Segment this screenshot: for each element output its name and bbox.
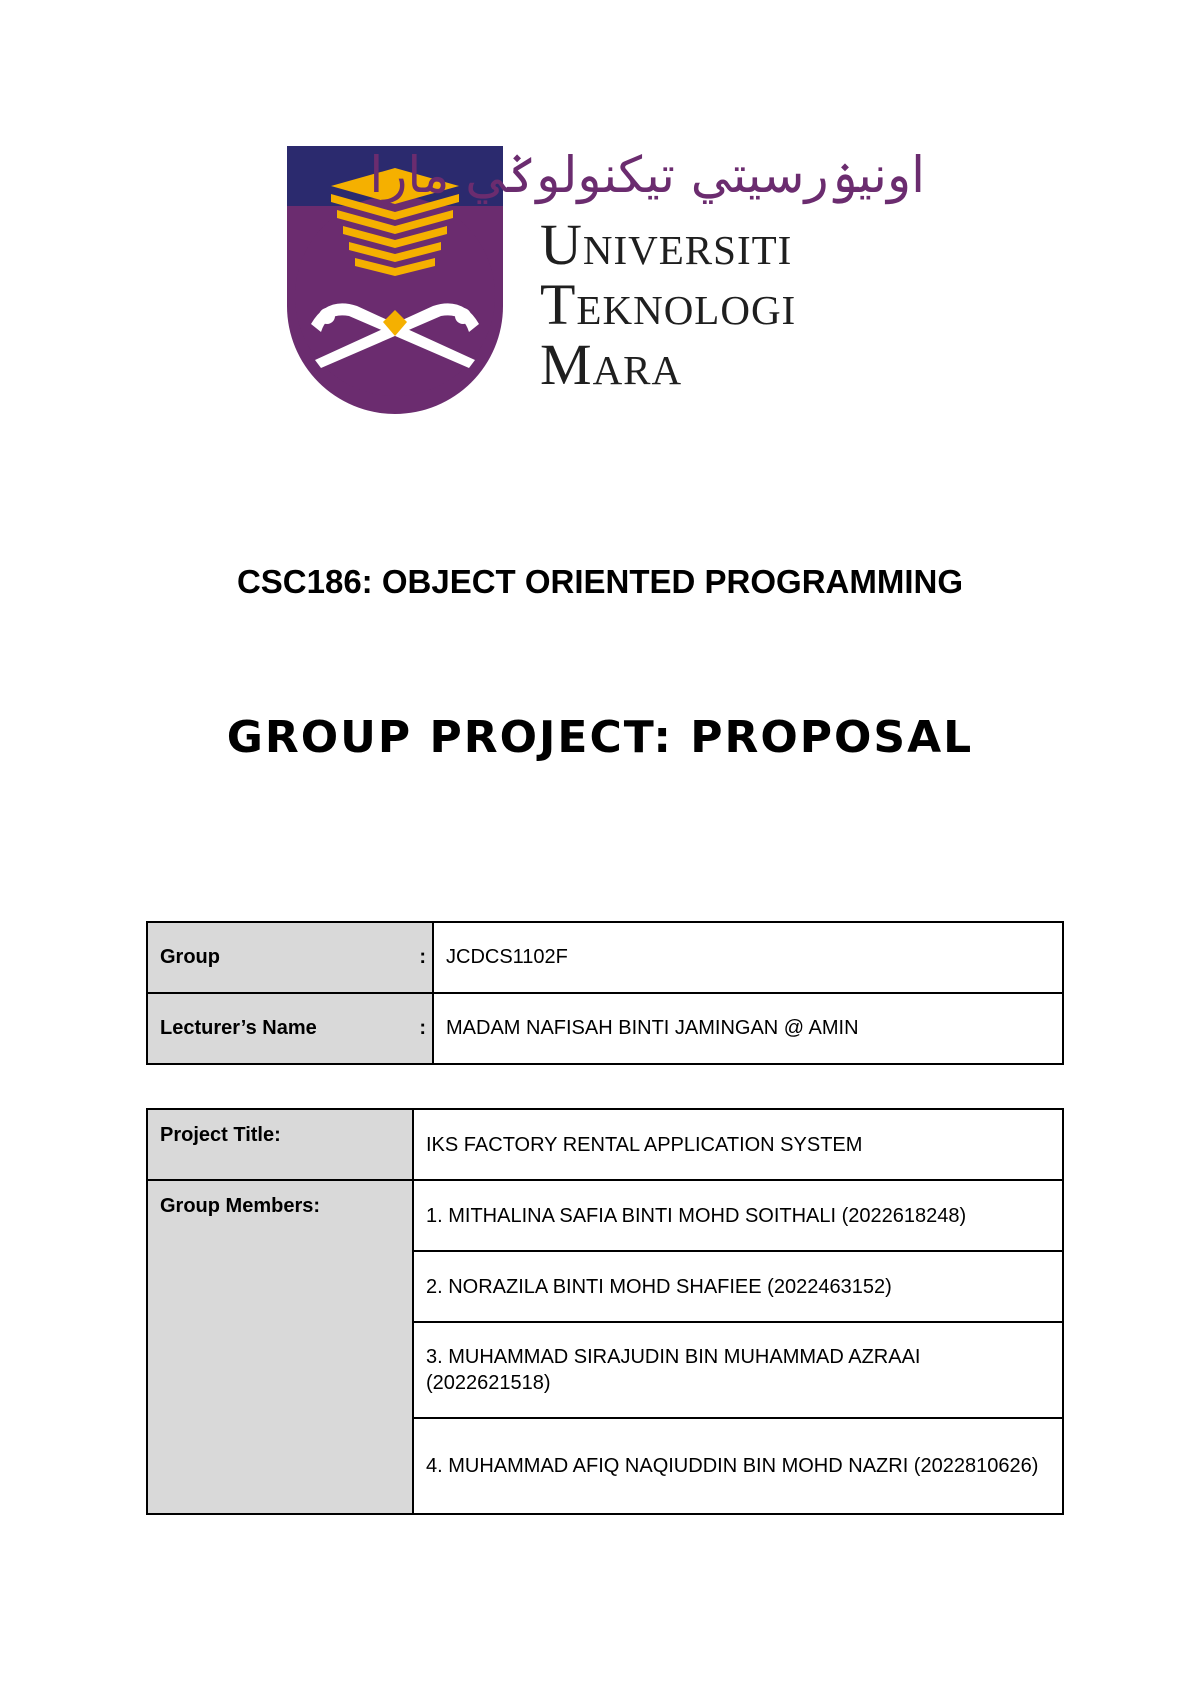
project-title-label: Project Title: (147, 1109, 413, 1180)
group-members-label: Group Members: (147, 1180, 413, 1514)
group-info-table (146, 921, 1064, 1065)
member-4: 4. MUHAMMAD AFIQ NAQIUDDIN BIN MOHD NAZRI (2022810626) (413, 1418, 1063, 1514)
logo-wordmark-line-1: Universiti (540, 212, 793, 277)
lecturer-row (147, 993, 1063, 1064)
member-3: 3. MUHAMMAD SIRAJUDIN BIN MUHAMMAD AZRAAI (2022621518) (413, 1322, 1063, 1418)
document-title: GROUP PROJECT: PROPOSAL (226, 712, 974, 763)
project-title-value: IKS FACTORY RENTAL APPLICATION SYSTEM (413, 1109, 1063, 1180)
lecturer-colon: : (406, 993, 433, 1064)
logo-jawi-text: اونيۏرسيتي تيكنولوݢي مارا (369, 146, 925, 204)
lecturer-value: MADAM NAFISAH BINTI JAMINGAN @ AMIN (433, 993, 1063, 1064)
course-title: CSC186: OBJECT ORIENTED PROGRAMMING (236, 563, 964, 600)
logo-wordmark-line-3: Mara (540, 332, 683, 397)
member-1: 1. MITHALINA SAFIA BINTI MOHD SOITHALI (2022618248) (413, 1180, 1063, 1251)
group-value: JCDCS1102F (433, 922, 1063, 993)
project-title-row (147, 1109, 1063, 1180)
logo-wordmark-line-2: Teknologi (540, 272, 797, 337)
group-colon: : (406, 922, 433, 993)
project-info-table (146, 1108, 1064, 1515)
group-label: Group (147, 922, 406, 993)
logo-wordmark (540, 212, 797, 397)
member-row (147, 1180, 1063, 1251)
group-row (147, 922, 1063, 993)
lecturer-label: Lecturer’s Name (147, 993, 406, 1064)
member-2: 2. NORAZILA BINTI MOHD SHAFIEE (2022463152) (413, 1251, 1063, 1322)
